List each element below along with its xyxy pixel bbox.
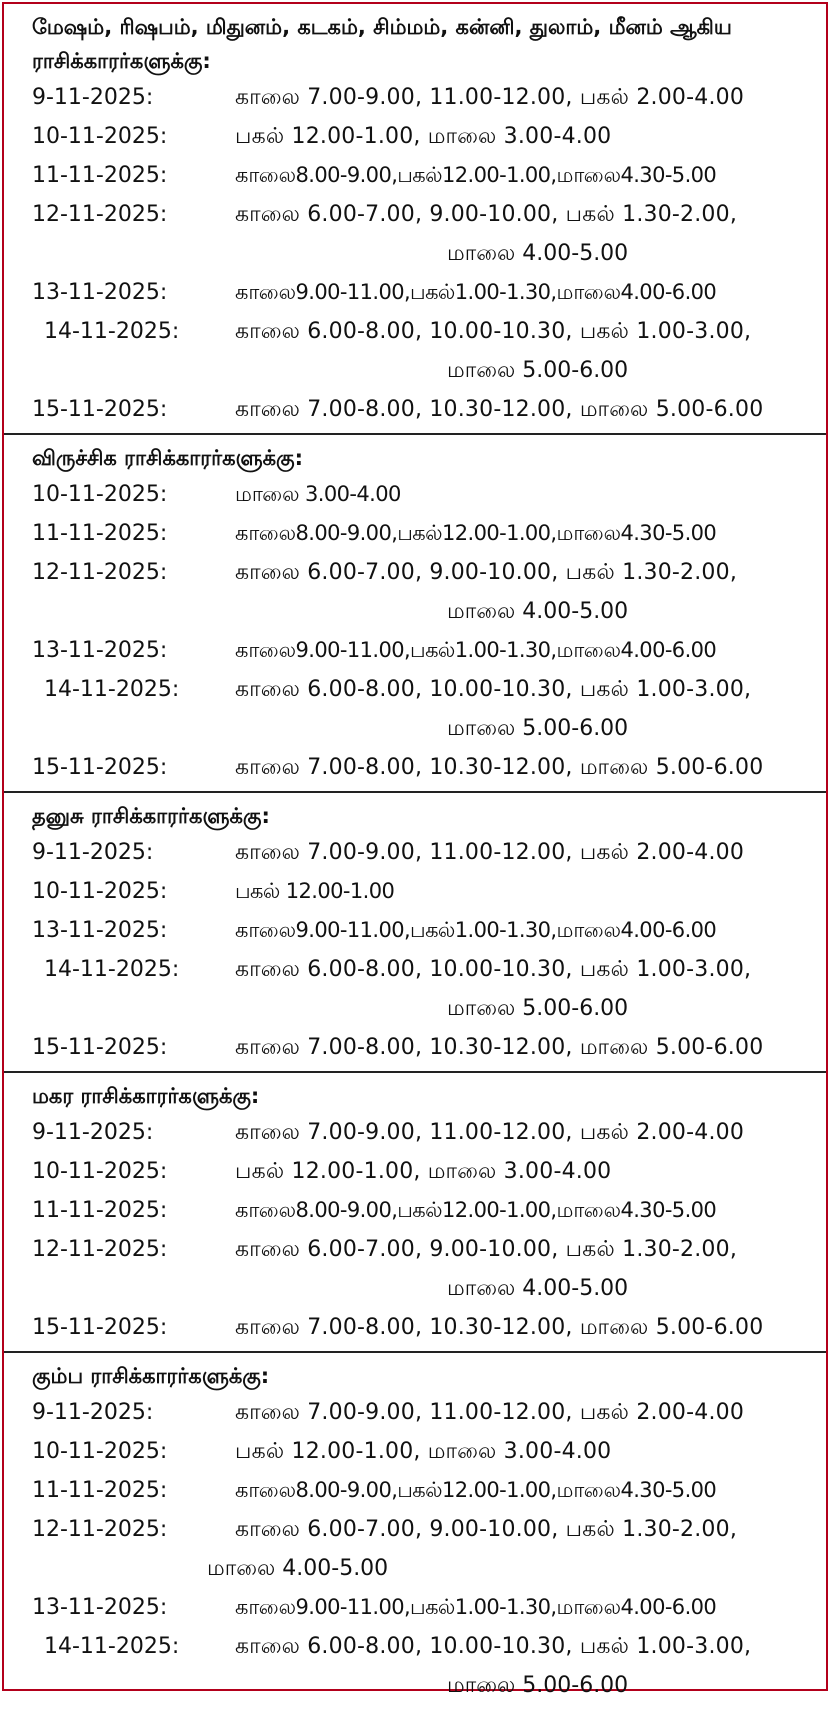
schedule-entry [4, 911, 826, 950]
entry-line [4, 390, 826, 429]
entry-times: காலை 6.00-7.00, 9.00-10.00, பகல் 1.30-2.00, [235, 1237, 738, 1262]
entry-line [4, 475, 826, 514]
entry-times: காலை 6.00-7.00, 9.00-10.00, பகல் 1.30-2.00, [235, 202, 738, 227]
entry-date: 13-11-2025: [32, 280, 168, 305]
entry-date: 10-11-2025: [32, 482, 168, 507]
schedule-entry [4, 1113, 826, 1152]
schedule-entry [4, 273, 826, 312]
entry-line [4, 631, 826, 670]
entry-continuation: மாலை 5.00-6.00 [447, 716, 629, 741]
schedule-entry [4, 1308, 826, 1347]
schedule-entry [4, 390, 826, 429]
entry-line [4, 833, 826, 872]
entry-line [4, 872, 826, 911]
section-heading: மேஷம், ரிஷபம், மிதுனம், கடகம், சிம்மம், கன்னி, துலாம், மீனம் ஆகிய ராசிக்காரர்களுக்கு: [32, 15, 732, 73]
entry-line [4, 1191, 826, 1230]
schedule-entry [4, 1191, 826, 1230]
entry-continuation: மாலை 4.00-5.00 [207, 1556, 389, 1581]
entry-continuation: மாலை 5.00-6.00 [447, 358, 629, 383]
entry-times: காலை9.00-11.00,பகல்1.00-1.30,மாலை4.00-6.00 [235, 918, 717, 942]
schedule-entry [4, 631, 826, 670]
entry-times: காலை8.00-9.00,பகல்12.00-1.00,மாலை4.30-5.00 [235, 521, 717, 545]
entry-line [4, 1510, 826, 1549]
entry-continuation: மாலை 5.00-6.00 [447, 1673, 629, 1698]
entry-line [4, 1152, 826, 1191]
entry-line [4, 312, 826, 351]
entry-times: காலை 7.00-8.00, 10.30-12.00, மாலை 5.00-6.00 [235, 1035, 764, 1060]
entry-times: காலை 6.00-8.00, 10.00-10.30, பகல் 1.00-3.00, [235, 319, 752, 344]
entry-times: காலை 6.00-7.00, 9.00-10.00, பகல் 1.30-2.00, [235, 560, 738, 585]
entry-times: காலை9.00-11.00,பகல்1.00-1.30,மாலை4.00-6.00 [235, 638, 717, 662]
entry-date: 15-11-2025: [32, 1315, 168, 1340]
entry-date: 15-11-2025: [32, 755, 168, 780]
entry-line [4, 78, 826, 117]
entry-continuation: மாலை 5.00-6.00 [447, 996, 629, 1021]
schedule-entry [4, 1393, 826, 1432]
entry-date: 10-11-2025: [32, 1159, 168, 1184]
entry-times: காலை8.00-9.00,பகல்12.00-1.00,மாலை4.30-5.00 [235, 1198, 717, 1222]
entry-date: 14-11-2025: [44, 957, 180, 982]
entry-times: காலை 6.00-8.00, 10.00-10.30, பகல் 1.00-3.00, [235, 957, 752, 982]
entry-times: காலை9.00-11.00,பகல்1.00-1.30,மாலை4.00-6.00 [235, 1595, 717, 1619]
entry-times: மாலை 3.00-4.00 [235, 482, 401, 506]
entry-date: 10-11-2025: [32, 124, 168, 149]
entry-line [4, 156, 826, 195]
entry-date: 11-11-2025: [32, 1198, 168, 1223]
entry-times: காலை 7.00-8.00, 10.30-12.00, மாலை 5.00-6.00 [235, 755, 764, 780]
entry-times: பகல் 12.00-1.00, மாலை 3.00-4.00 [235, 1159, 612, 1184]
schedule-entry [4, 833, 826, 872]
entry-date: 9-11-2025: [32, 85, 154, 110]
entry-date: 9-11-2025: [32, 840, 154, 865]
section-heading: மகர ராசிக்காரர்களுக்கு: [32, 1084, 260, 1108]
entry-date: 9-11-2025: [32, 1120, 154, 1145]
entry-date: 14-11-2025: [44, 319, 180, 344]
entry-times: காலை 7.00-9.00, 11.00-12.00, பகல் 2.00-4.00 [235, 1120, 745, 1145]
schedule-entry [4, 1588, 826, 1627]
schedule-entry [4, 1627, 826, 1705]
entry-line [4, 748, 826, 787]
schedule-entry [4, 156, 826, 195]
entry-date: 12-11-2025: [32, 202, 168, 227]
schedule-entry [4, 670, 826, 748]
entry-times: காலை9.00-11.00,பகல்1.00-1.30,மாலை4.00-6.00 [235, 280, 717, 304]
entry-date: 10-11-2025: [32, 1439, 168, 1464]
entry-times: பகல் 12.00-1.00 [235, 879, 395, 903]
entry-date: 12-11-2025: [32, 560, 168, 585]
entry-line [4, 1432, 826, 1471]
entry-date: 12-11-2025: [32, 1517, 168, 1542]
entry-times: காலை8.00-9.00,பகல்12.00-1.00,மாலை4.30-5.00 [235, 1478, 717, 1502]
entry-times: காலை 7.00-9.00, 11.00-12.00, பகல் 2.00-4.00 [235, 85, 745, 110]
entry-date: 15-11-2025: [32, 397, 168, 422]
entry-line [4, 1113, 826, 1152]
section-heading: விருச்சிக ராசிக்காரர்களுக்கு: [32, 446, 303, 470]
entry-line [4, 273, 826, 312]
entry-date: 11-11-2025: [32, 163, 168, 188]
entry-line [4, 950, 826, 989]
schedule-entry [4, 553, 826, 631]
entry-times: பகல் 12.00-1.00, மாலை 3.00-4.00 [235, 1439, 612, 1464]
entry-line [4, 117, 826, 156]
entry-line [4, 514, 826, 553]
schedule-entry [4, 872, 826, 911]
rasi-section [4, 4, 826, 435]
schedule-entry [4, 117, 826, 156]
section-heading: தனுசு ராசிக்காரர்களுக்கு: [32, 804, 270, 828]
entry-date: 13-11-2025: [32, 638, 168, 663]
entry-line [4, 1588, 826, 1627]
rasi-section [4, 793, 826, 1073]
schedule-entry [4, 514, 826, 553]
entry-line [4, 1471, 826, 1510]
entry-continuation: மாலை 4.00-5.00 [447, 599, 629, 624]
schedule-entry [4, 1230, 826, 1308]
entry-times: காலை 7.00-9.00, 11.00-12.00, பகல் 2.00-4.00 [235, 1400, 745, 1425]
entry-date: 13-11-2025: [32, 1595, 168, 1620]
entry-date: 15-11-2025: [32, 1035, 168, 1060]
entry-line [4, 1627, 826, 1666]
entry-times: காலை 7.00-8.00, 10.30-12.00, மாலை 5.00-6.00 [235, 1315, 764, 1340]
entry-date: 10-11-2025: [32, 879, 168, 904]
schedule-entry [4, 748, 826, 787]
schedule-entry [4, 1028, 826, 1067]
entry-times: காலை 6.00-7.00, 9.00-10.00, பகல் 1.30-2.00, [235, 1517, 738, 1542]
entry-times: காலை8.00-9.00,பகல்12.00-1.00,மாலை4.30-5.00 [235, 163, 717, 187]
entry-line [4, 1393, 826, 1432]
rasi-section [4, 1353, 826, 1709]
entry-date: 9-11-2025: [32, 1400, 154, 1425]
schedule-entry [4, 312, 826, 390]
entry-times: காலை 6.00-8.00, 10.00-10.30, பகல் 1.00-3.00, [235, 1634, 752, 1659]
entry-times: காலை 7.00-8.00, 10.30-12.00, மாலை 5.00-6.00 [235, 397, 764, 422]
entry-times: காலை 6.00-8.00, 10.00-10.30, பகல் 1.00-3.00, [235, 677, 752, 702]
entry-times: பகல் 12.00-1.00, மாலை 3.00-4.00 [235, 124, 612, 149]
entry-date: 12-11-2025: [32, 1237, 168, 1262]
schedule-entry [4, 1432, 826, 1471]
entry-continuation: மாலை 4.00-5.00 [447, 241, 629, 266]
entry-date: 11-11-2025: [32, 1478, 168, 1503]
rasi-section [4, 435, 826, 793]
schedule-entry [4, 195, 826, 273]
schedule-entry [4, 1510, 826, 1588]
section-heading: கும்ப ராசிக்காரர்களுக்கு: [32, 1364, 270, 1388]
schedule-entry [4, 475, 826, 514]
entry-line [4, 670, 826, 709]
entry-line [4, 1028, 826, 1067]
rasi-section [4, 1073, 826, 1353]
schedule-entry [4, 78, 826, 117]
entry-date: 14-11-2025: [44, 1634, 180, 1659]
entry-line [4, 1308, 826, 1347]
entry-line [4, 195, 826, 234]
entry-date: 13-11-2025: [32, 918, 168, 943]
entry-line [4, 1230, 826, 1269]
entry-line [4, 553, 826, 592]
schedule-entry [4, 1471, 826, 1510]
entry-date: 11-11-2025: [32, 521, 168, 546]
entry-times: காலை 7.00-9.00, 11.00-12.00, பகல் 2.00-4.00 [235, 840, 745, 865]
schedule-entry [4, 1152, 826, 1191]
schedule-frame [2, 2, 828, 1698]
entry-continuation: மாலை 4.00-5.00 [447, 1276, 629, 1301]
entry-date: 14-11-2025: [44, 677, 180, 702]
entry-line [4, 911, 826, 950]
schedule-entry [4, 950, 826, 1028]
